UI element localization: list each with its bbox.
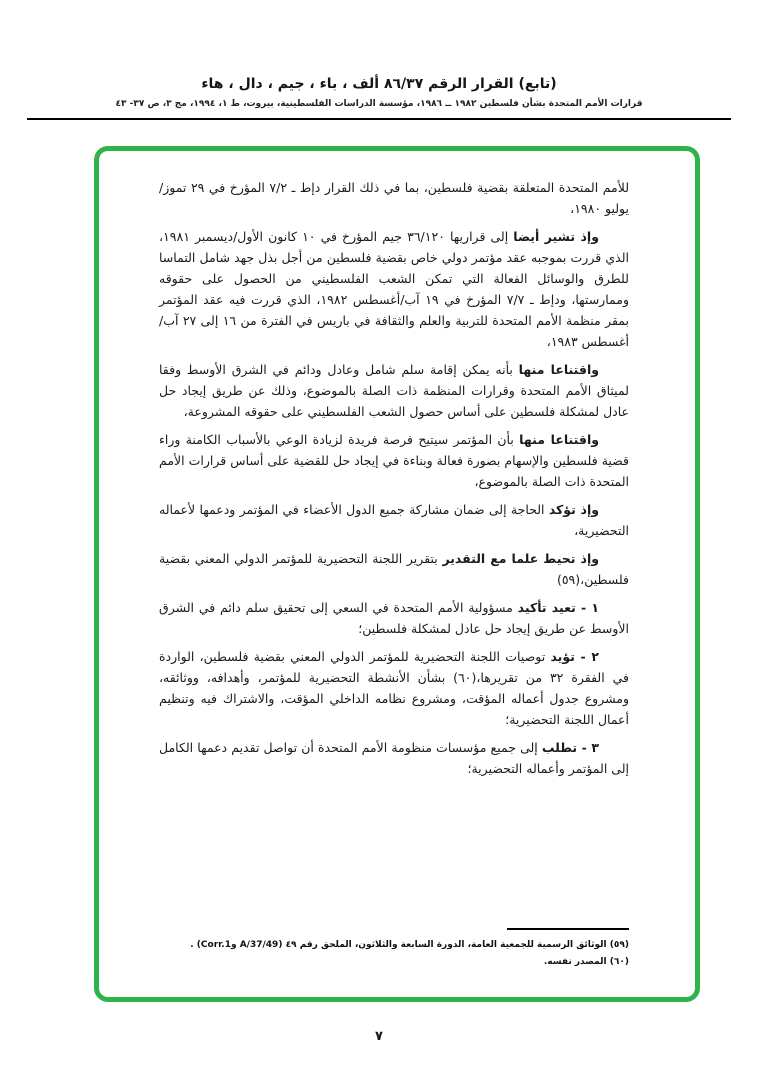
page-number: ٧	[375, 1029, 383, 1044]
header-divider	[27, 118, 731, 120]
paragraph	[159, 597, 629, 639]
paragraph-lead: ٣ - تطلب	[541, 740, 599, 755]
paragraph	[159, 177, 629, 219]
paragraph	[159, 737, 629, 779]
footnote: (٦٠) المصدر نفسه.	[543, 957, 629, 967]
paragraph-text: توصيات اللجنة التحضيرية للمؤتمر الدولي المعني بقضية فلسطين، الواردة في الفقرة ٣٢ من تقريرها،(٦٠) بشأن الأنشطة التحضيرية للمؤتمر، وأهدافه، ووثائقه، ومشروع جدول أعماله المؤقت، ومشروع نظامه الداخلي المؤقت، والاشتراك فيه وتنظيم أعمال اللجنة التحضيرية؛	[159, 649, 630, 727]
paragraph-lead: وإذ تحيط علما مع التقدير	[442, 551, 600, 566]
document-body	[159, 177, 629, 786]
paragraph-text: بأنه يمكن إقامة سلم شامل وعادل ودائم في الشرق الأوسط وفقا لميثاق الأمم المتحدة وقرارات المنظمة ذات الصلة بالموضوع، وذلك عن طريق إيجاد حل عادل لمشكلة فلسطين على أساس حصول الشعب الفلسطيني على حقوقه المشروعة،	[159, 362, 629, 419]
paragraph	[159, 548, 629, 590]
paragraph	[159, 226, 629, 352]
footnotes	[159, 937, 629, 971]
paragraph-text: بأن المؤتمر سيتيح فرصة فريدة لزيادة الوعي بالأسباب الكامنة وراء قضية فلسطين والإسهام بصورة فعالة وبناءة في إيجاد حل للقضية على أساس قرارات الأمم المتحدة ذات الصلة بالموضوع،	[159, 432, 629, 489]
header-source: قرارات الأمم المتحدة بشأن فلسطين ١٩٨٢ ــ ١٩٨٦، مؤسسة الدراسات الفلسطينية، بيروت، ط ١، ١٩٩٤، مج ٣، ص ٣٧- ٤٣	[115, 99, 643, 109]
footnote-area	[159, 928, 629, 971]
paragraph-lead: واقتناعا منها	[518, 362, 599, 377]
paragraph	[159, 499, 629, 541]
paragraph	[159, 429, 629, 492]
paragraph-lead: وإذ تؤكد	[548, 502, 599, 517]
paragraph-text: إلى جميع مؤسسات منظومة الأمم المتحدة أن تواصل تقديم دعمها الكامل إلى المؤتمر وأعماله التحضيرية؛	[159, 740, 629, 776]
paragraph-text: إلى قراريها ٣٦/١٢٠ جيم المؤرخ في ١٠ كانون الأول/ديسمبر ١٩٨١، الذي قررت بموجبه عقد مؤتمر دولي خاص بقضية فلسطين من أجل بذل جهد شامل التماسا للطرق والوسائل الفعالة التي تمكن الشعب الفلسطيني من الحصول على حقوقه وممارستها، ودإط ـ ٧/٧ المؤرخ في ١٩ آب/أغسطس ١٩٨٢، الذي قررت فيه عقد المؤتمر بمقر منظمة الأمم المتحدة للتربية والعلم والثقافة في باريس في الفترة من ١٦ إلى ٢٧ آب/أغسطس ١٩٨٣،	[159, 229, 629, 349]
footnote: (٥٩) الوثائق الرسمية للجمعية العامة، الدورة السابعة والثلاثون، الملحق رقم ٤٩ (A/37/49 وCorr.1) .	[190, 940, 629, 950]
paragraph-lead: ١ - تعيد تأكيد	[517, 600, 600, 615]
paragraph	[159, 646, 629, 730]
paragraph-lead: وإذ تشير أيضا	[513, 229, 599, 244]
paragraph-lead: واقتناعا منها	[519, 432, 599, 447]
paragraph-text: مسؤولية الأمم المتحدة في السعي إلى تحقيق سلم دائم في الشرق الأوسط عن طريق إيجاد حل عادل لمشكلة فلسطين؛	[159, 600, 629, 636]
footnote-divider	[507, 928, 629, 930]
paragraph-lead: ٢ - تؤيد	[550, 649, 599, 664]
page-header	[0, 76, 758, 120]
paragraph-text: الحاجة إلى ضمان مشاركة جميع الدول الأعضاء في المؤتمر ودعمها لأعماله التحضيرية،	[159, 502, 629, 538]
paragraph-text: للأمم المتحدة المتعلقة بقضية فلسطين، بما في ذلك القرار دإط ـ ٧/٢ المؤرخ في ٢٩ تموز/يوليو ١٩٨٠،	[159, 180, 630, 216]
header-title: (تابع) القرار الرقم ٨٦/٣٧ ألف ، باء ، جيم ، دال ، هاء	[201, 76, 557, 92]
paragraph	[159, 359, 629, 422]
content-frame	[94, 146, 700, 1002]
paragraph-text: بتقرير اللجنة التحضيرية للمؤتمر الدولي المعني بقضية فلسطين،(٥٩)	[159, 551, 629, 587]
